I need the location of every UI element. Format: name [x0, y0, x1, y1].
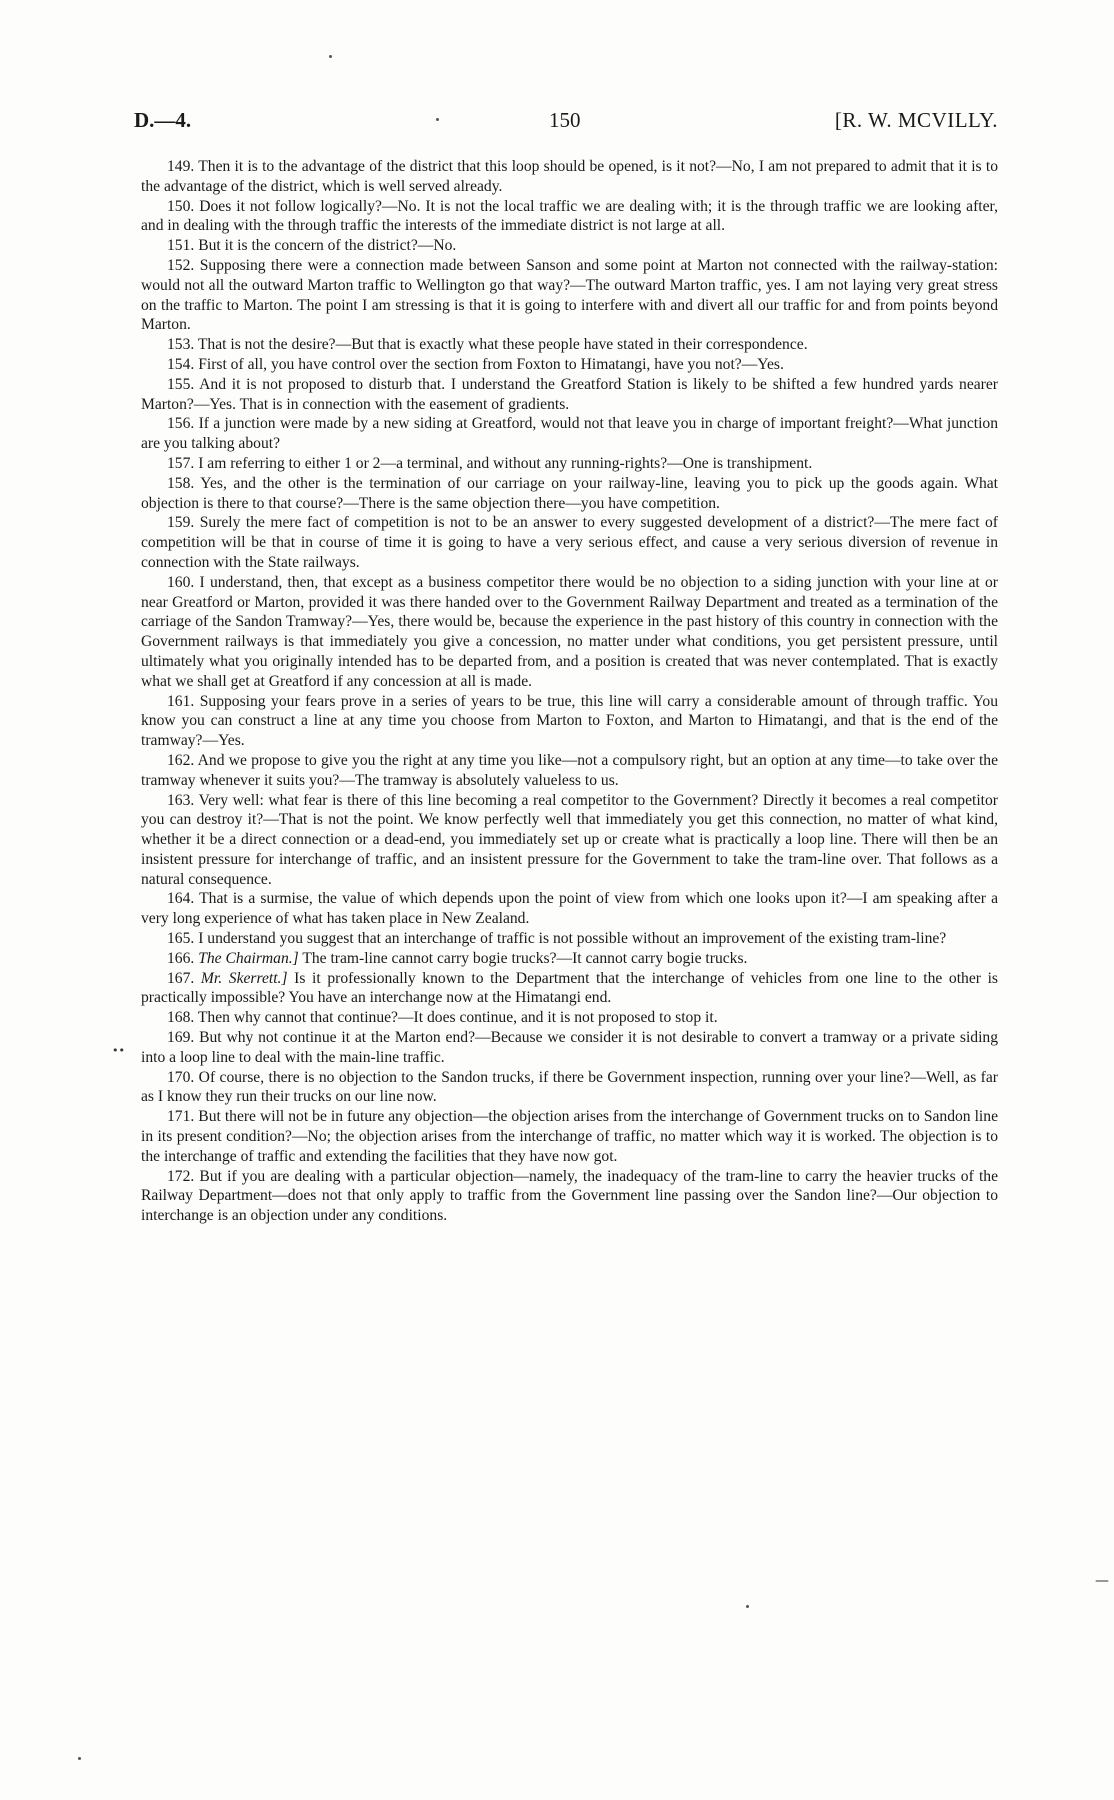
question-162: 162. And we propose to give you the right at any time you like—not a compulsory right, but an option at any time—to take over the tramway whenever it suits you?—The tramway is absolutely valueless to us. [141, 751, 998, 789]
question-169: 169. But why not continue it at the Marton end?—Because we consider it is not desirable to convert a tramway or a private siding into a loop line to deal with the main-line traffic. [141, 1029, 998, 1066]
question-166 [141, 949, 998, 969]
question-160: 160. I understand, then, that except as a business competitor there would be no objection to a siding junction with your line at or near Greatford or Marton, provided it was there handed over to the Government Railway Department and treated as a termination of the carriage of the Sandon Tramway?—Yes, there would be, because the experience in the past history of this country in connection with the Government railways is that immediately you give a concession, no matter under what conditions, you get persistent pressure, until ultimately what you originally intended has to be departed from, and a position is created that was never contemplated. That is exactly what we shall get at Greatford if any concession at all is made. [141, 573, 998, 690]
question-163: 163. Very well: what fear is there of this line becoming a real competitor to the Government? Directly it becomes a real competitor you can destroy it?—That is not the point. We know perfectly well that immediately you get this connection, no matter of what kind, whether it be a direct connection or a dead-end, you immediately set up or create what is practically a loop line. There will then be an insistent pressure for interchange of traffic, and an insistent pressure for the Government to take the tram-line over. That follows as a natural consequence. [141, 791, 998, 888]
speaker-label: Mr. Skerrett.] [200, 969, 288, 987]
question-157: 157. I am referring to either 1 or 2—a terminal, and without any running-rights?—One is transhipment. [167, 454, 813, 472]
print-speck [78, 1757, 81, 1760]
question-151: 151. But it is the concern of the district?—No. [167, 237, 457, 255]
question-152: 152. Supposing there were a connection made between Sanson and some point at Marton not connected with the railway-station: would not all the outward Marton traffic to Wellington go that way?—The outward Marton traffic, yes. I am not laying very great stress on the traffic to Marton. The point I am stressing is that it is going to interfere with and divert all our traffic for and from points beyond Marton. [141, 256, 998, 334]
question-149: 149. Then it is to the advantage of the district that this loop should be opened, is it not?—No, I am not prepared to admit that it is to the advantage of the district, which is well served already. [141, 158, 998, 195]
question-171: 171. But there will not be in future any objection—the objection arises from the interchange of Government trucks on to Sandon line in its present condition?—No; the objection arises from the interchange of traffic, no matter which way it is worked. The objection is to the interchange of traffic and extending the facilities that they have now got. [141, 1108, 998, 1165]
page-header [134, 108, 998, 138]
margin-mark-left: •• [112, 1044, 125, 1057]
question-number: 167. [167, 969, 195, 987]
speaker-label: The Chairman.] [198, 949, 299, 967]
question-172: 172. But if you are dealing with a particular objection—namely, the inadequacy of the tram-line to carry the heavier trucks of the Railway Department—does not that only apply to traffic from the Government line passing over the Sandon line?—Our objection to interchange is an objection under any conditions. [141, 1167, 998, 1225]
question-150: 150. Does it not follow logically?—No. It is not the local traffic we are dealing with; it is the through traffic we are looking after, and in dealing with the through traffic the interests of the immediate district is not large at all. [141, 197, 998, 235]
document-reference: D.—4. [134, 108, 192, 132]
question-165: 165. I understand you suggest that an interchange of traffic is not possible without an improvement of the existing tram-line? [167, 930, 947, 948]
margin-mark-right: — [1095, 1573, 1109, 1589]
question-156: 156. If a junction were made by a new siding at Greatford, would not that leave you in charge of important freight?—What junction are you talking about? [141, 415, 998, 453]
page-number: 150 [549, 108, 581, 132]
minutes-of-evidence [141, 157, 998, 1226]
witness-name: [R. W. MCVILLY. [834, 108, 998, 132]
question-158: 158. Yes, and the other is the termination of our carriage on your railway-line, leaving you to pick up the goods again. What objection is there to that course?—There is the same objection there—you have competition. [141, 474, 998, 512]
print-speck [329, 55, 332, 58]
print-speck [436, 118, 439, 121]
question-168: 168. Then why cannot that continue?—It does continue, and it is not proposed to stop it. [167, 1009, 718, 1027]
question-159: 159. Surely the mere fact of competition is not to be an answer to every suggested development of a district?—The mere fact of competition will be that in course of time it is going to have a very serious effect, and cause a very serious diversion of revenue in connection with the State railways. [141, 514, 998, 571]
print-speck [746, 1605, 749, 1608]
question-167 [141, 969, 998, 1009]
question-text: The tram-line cannot carry bogie trucks?—It cannot carry bogie trucks. [298, 949, 748, 967]
question-154: 154. First of all, you have control over the section from Foxton to Himatangi, have you not?—Yes. [167, 355, 784, 373]
question-170: 170. Of course, there is no objection to the Sandon trucks, if there be Government inspection, running over your line?—Well, as far as I know they run their trucks on our line now. [141, 1068, 998, 1106]
question-155: 155. And it is not proposed to disturb that. I understand the Greatford Station is likely to be shifted a few hundred yards nearer Marton?—Yes. That is in connection with the easement of gradients. [141, 375, 998, 413]
question-text: Is it professionally known to the Department that the interchange of vehicles from one line to the other is practically impossible? You have an interchange now at the Himatangi end. [141, 969, 998, 1007]
question-153: 153. That is not the desire?—But that is exactly what these people have stated in their correspondence. [167, 336, 808, 354]
question-number: 166. [167, 949, 195, 967]
question-161: 161. Supposing your fears prove in a series of years to be true, this line will carry a considerable amount of through traffic. You know you can construct a line at any time you choose from Marton to Foxton, and Marton to Himatangi, and that is the end of the tramway?—Yes. [141, 692, 998, 750]
question-164: 164. That is a surmise, the value of which depends upon the point of view from which one looks upon it?—I am speaking after a very long experience of what has taken place in New Zealand. [141, 890, 998, 928]
